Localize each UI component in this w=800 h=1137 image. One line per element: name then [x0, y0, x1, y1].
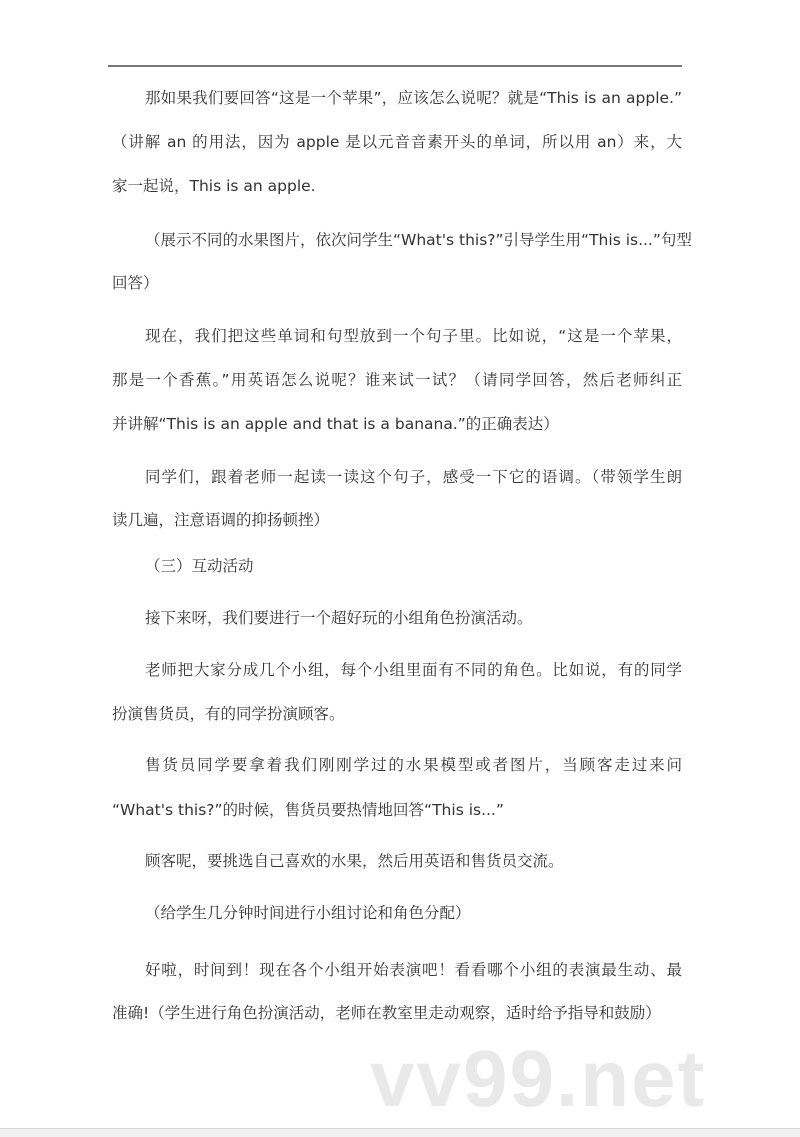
paragraph-line: 那如果我们要回答“这是一个苹果”，应该怎么说呢？就是“This is an apple.” — [145, 89, 682, 107]
paragraph-line: 回答） — [112, 274, 159, 292]
header-rule — [108, 65, 682, 67]
paragraph-line: 售货员同学要拿着我们刚刚学过的水果模型或者图片，当顾客走过来问 — [145, 756, 682, 774]
section-heading: （三）互动活动 — [145, 557, 254, 575]
paragraph-line: 同学们，跟着老师一起读一读这个句子，感受一下它的语调。（带领学生朗 — [145, 468, 682, 486]
paragraph-line: 并讲解“This is an apple and that is a banana.”的正确表达） — [112, 415, 559, 433]
paragraph-line: 现在，我们把这些单词和句型放到一个句子里。比如说，“这是一个苹果， — [145, 327, 682, 345]
paragraph-line: 扮演售货员，有的同学扮演顾客。 — [112, 705, 345, 723]
paragraph-line: （展示不同的水果图片，依次问学生“What's this?”引导学生用“This is...”句型 — [145, 231, 692, 249]
paragraph-line: 接下来呀，我们要进行一个超好玩的小组角色扮演活动。 — [145, 609, 533, 627]
paragraph-line: 老师把大家分成几个小组，每个小组里面有不同的角色。比如说，有的同学 — [145, 661, 682, 679]
paragraph-line: “What's this?”的时候，售货员要热情地回答“This is...” — [112, 801, 504, 819]
paragraph-line: 准确!（学生进行角色扮演活动，老师在教室里走动观察，适时给予指导和鼓励） — [112, 1004, 661, 1022]
paragraph-line: 顾客呢，要挑选自己喜欢的水果，然后用英语和售货员交流。 — [145, 852, 564, 870]
watermark: vv99.net — [370, 1034, 707, 1123]
paragraph-line: 好啦，时间到！现在各个小组开始表演吧！看看哪个小组的表演最生动、最 — [145, 961, 682, 979]
paragraph-line: 那是一个香蕉。”用英语怎么说呢？谁来试一试？（请同学回答，然后老师纠正 — [112, 371, 682, 389]
paragraph-line: （给学生几分钟时间进行小组讨论和角色分配） — [145, 904, 471, 922]
paragraph-line: 读几遍，注意语调的抑扬顿挫） — [112, 511, 330, 529]
paragraph-line: 家一起说，This is an apple. — [112, 177, 316, 195]
paragraph-line: （讲解 an 的用法，因为 apple 是以元音音素开头的单词，所以用 an）来，大 — [112, 133, 682, 151]
